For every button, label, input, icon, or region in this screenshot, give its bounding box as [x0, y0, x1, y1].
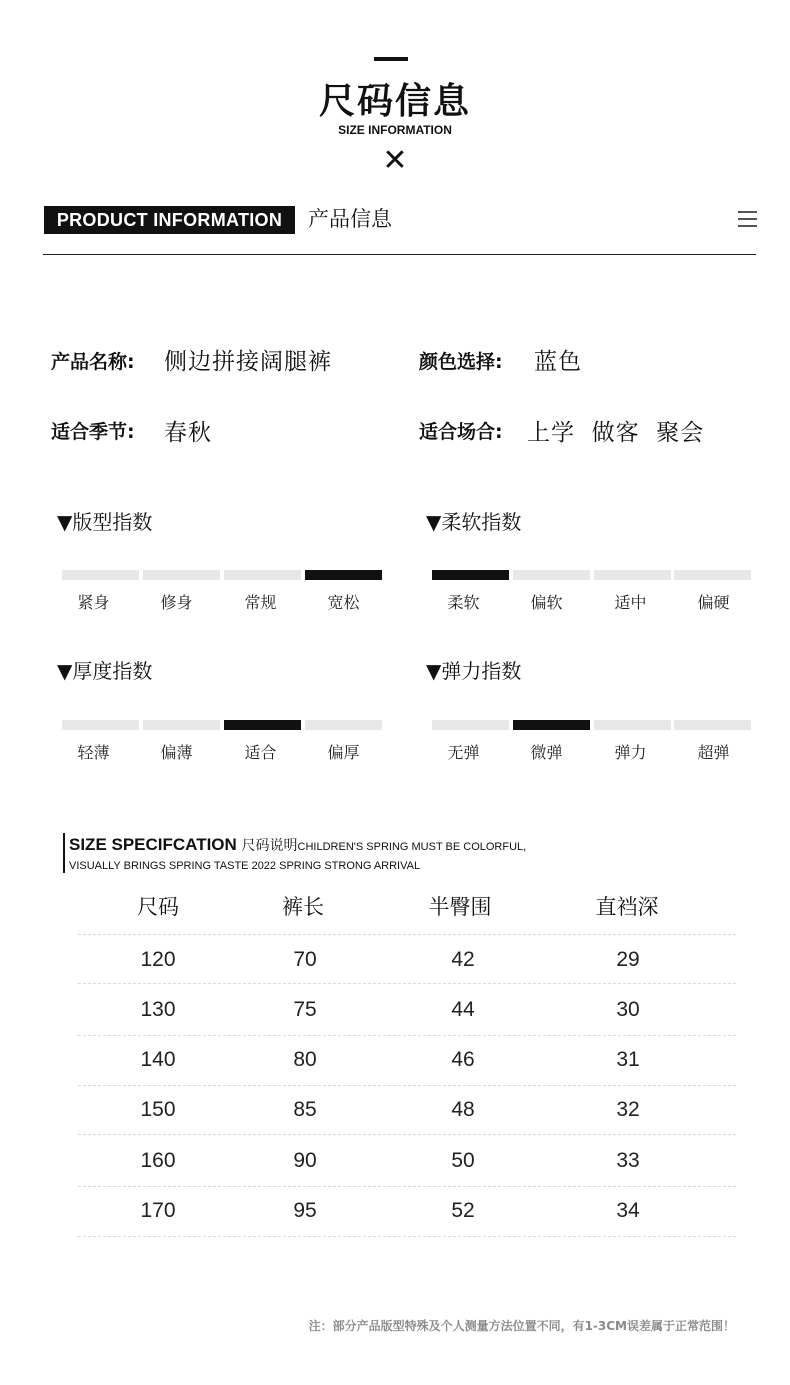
softness-bar-1 [513, 570, 590, 580]
table-cell: 33 [616, 1149, 640, 1172]
season-label: 适合季节: [51, 421, 135, 443]
elasticity-label-1: 微弹 [530, 743, 563, 762]
fit-bar-0 [62, 570, 139, 580]
softness-label-3: 偏硬 [697, 593, 730, 612]
softness-label-1: 偏软 [530, 593, 563, 612]
size-spec-heading-en: SIZE SPECIFCATION [69, 835, 237, 854]
row-divider [78, 1186, 736, 1187]
cross-mark-icon: ✕ [382, 143, 408, 178]
elasticity-bar-1 [513, 720, 590, 730]
row-divider [78, 1134, 736, 1135]
row-divider [78, 1085, 736, 1086]
fit-index-title: ▼版型指数 [57, 510, 153, 534]
occasion-label: 适合场合: [419, 421, 503, 443]
table-cell: 75 [293, 998, 317, 1021]
softness-bar-2 [594, 570, 671, 580]
thickness-label-1: 偏薄 [160, 743, 193, 762]
table-cell: 80 [293, 1048, 317, 1071]
page-subtitle: SIZE INFORMATION [338, 123, 452, 137]
occasion-value: 上学 做客 聚会 [527, 420, 705, 446]
size-spec-heading-tail: CHILDREN'S SPRING MUST BE COLORFUL, [297, 841, 527, 853]
column-header: 尺码 [137, 895, 179, 919]
thickness-label-2: 适合 [244, 743, 277, 762]
spec-accent-line [63, 833, 65, 873]
section-divider [43, 254, 756, 255]
product-info-badge: PRODUCT INFORMATION [44, 206, 295, 234]
table-cell: 30 [616, 998, 640, 1021]
elasticity-index-title: ▼弹力指数 [426, 659, 522, 683]
row-divider [78, 1236, 736, 1237]
fit-bar-2 [224, 570, 301, 580]
table-cell: 120 [140, 948, 176, 971]
table-cell: 34 [616, 1199, 640, 1222]
column-header: 裤长 [282, 895, 324, 919]
table-cell: 31 [616, 1048, 640, 1071]
fit-bar-1 [143, 570, 220, 580]
softness-index-title: ▼柔软指数 [426, 510, 522, 534]
table-cell: 150 [140, 1098, 176, 1121]
fit-label-0: 紧身 [77, 593, 110, 612]
thickness-label-0: 轻薄 [77, 743, 110, 762]
thickness-bar-2 [224, 720, 301, 730]
row-divider [78, 983, 736, 984]
thickness-index-title: ▼厚度指数 [57, 659, 153, 683]
table-cell: 29 [616, 948, 640, 971]
table-cell: 44 [451, 998, 475, 1021]
thickness-bar-3 [305, 720, 382, 730]
product-info-label: 产品信息 [308, 207, 392, 231]
size-spec-heading-cn: 尺码说明 [241, 838, 298, 854]
table-cell: 160 [140, 1149, 176, 1172]
softness-bar-0 [432, 570, 509, 580]
fit-label-1: 修身 [160, 593, 193, 612]
table-cell: 140 [140, 1048, 176, 1071]
table-cell: 46 [451, 1048, 475, 1071]
table-cell: 95 [293, 1199, 317, 1222]
elasticity-bar-3 [674, 720, 751, 730]
fit-label-3: 宽松 [327, 593, 360, 612]
table-cell: 52 [451, 1199, 475, 1222]
elasticity-label-0: 无弹 [447, 743, 480, 762]
product-name-value: 侧边拼接阔腿裤 [164, 349, 332, 375]
footnote: 注：部分产品版型特殊及个人测量方法位置不同，有1-3CM误差属于正常范围！ [308, 1319, 735, 1333]
thickness-label-3: 偏厚 [327, 743, 360, 762]
table-cell: 130 [140, 998, 176, 1021]
table-cell: 42 [451, 948, 475, 971]
table-cell: 90 [293, 1149, 317, 1172]
row-divider [78, 1035, 736, 1036]
table-cell: 48 [451, 1098, 475, 1121]
page-title: 尺码信息 [318, 81, 471, 122]
table-cell: 32 [616, 1098, 640, 1121]
column-header: 直裆深 [595, 895, 659, 919]
table-cell: 85 [293, 1098, 317, 1121]
season-value: 春秋 [164, 420, 212, 446]
fit-bar-3 [305, 570, 382, 580]
table-cell: 170 [140, 1199, 176, 1222]
thickness-bar-1 [143, 720, 220, 730]
thickness-bar-0 [62, 720, 139, 730]
softness-label-0: 柔软 [447, 593, 480, 612]
softness-bar-3 [674, 570, 751, 580]
elasticity-label-3: 超弹 [697, 743, 730, 762]
elasticity-bar-2 [594, 720, 671, 730]
size-spec-heading [69, 834, 526, 858]
table-cell: 70 [293, 948, 317, 971]
elasticity-bar-0 [432, 720, 509, 730]
table-cell: 50 [451, 1149, 475, 1172]
fit-label-2: 常规 [244, 593, 277, 612]
softness-label-2: 适中 [614, 593, 647, 612]
column-header: 半臀围 [428, 895, 492, 919]
product-name-label: 产品名称: [51, 351, 135, 373]
color-label: 颜色选择: [419, 351, 503, 373]
color-value: 蓝色 [534, 349, 582, 375]
elasticity-label-2: 弹力 [614, 743, 647, 762]
size-spec-subline: VISUALLY BRINGS SPRING TASTE 2022 SPRING STRONG ARRIVAL [69, 860, 421, 872]
row-divider [78, 934, 736, 935]
hamburger-menu-icon[interactable] [738, 211, 757, 227]
header-top-bar [374, 57, 408, 61]
